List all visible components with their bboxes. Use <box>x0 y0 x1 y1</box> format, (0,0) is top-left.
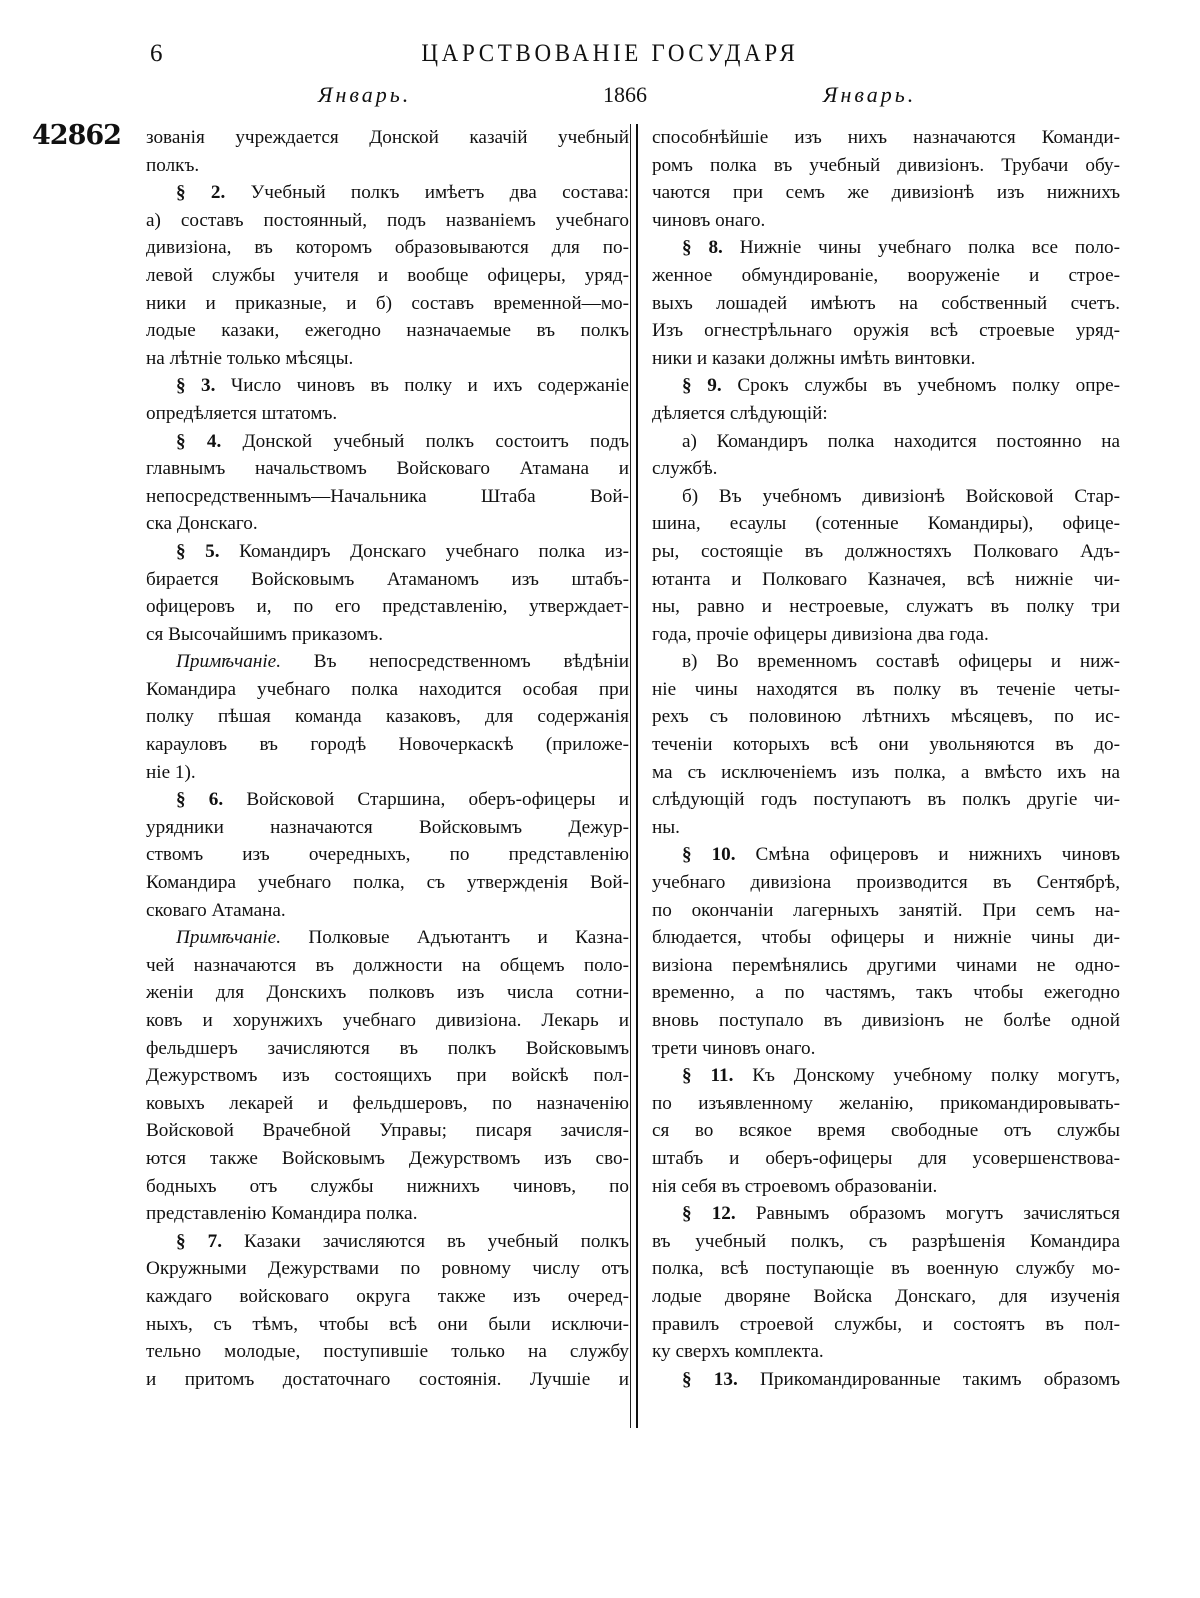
text-line: слѣдующій годъ поступаютъ въ полкъ другіе чи- <box>652 789 1120 811</box>
note-label: Примѣчаніе. <box>176 927 281 949</box>
text-line: § 2. Учебный полкъ имѣетъ два состава: <box>176 182 629 204</box>
text-line: § 3. Число чиновъ въ полку и ихъ содержаніе <box>176 375 629 397</box>
left-column <box>146 124 629 1393</box>
text-line: § 13. Прикомандированные такимъ образомъ <box>682 1368 1121 1390</box>
act-number: 42862 <box>32 120 121 151</box>
text-line: полку пѣшая команда казаковъ, для содержанія <box>146 706 629 728</box>
text-line: ся Высочайшимъ приказомъ. <box>146 623 384 645</box>
text-line: офицеровъ и, по его представленію, утверждает- <box>146 596 629 618</box>
text-line: ма съ исключеніемъ изъ полка, а вмѣсто ихъ на <box>652 761 1120 783</box>
text-line: учебнаго дивизіона производится въ Сентябрѣ, <box>652 872 1120 894</box>
text-line: представленію Командира полка. <box>146 1203 418 1225</box>
text-line: § 5. Командиръ Донскаго учебнаго полка из- <box>176 540 629 562</box>
section-mark: § 13. <box>682 1368 738 1390</box>
text-line: § 7. Казаки зачисляются въ учебный полкъ <box>176 1230 629 1252</box>
note-label: Примѣчаніе. <box>176 651 281 673</box>
text-line: ку сверхъ комплекта. <box>652 1341 824 1363</box>
text-line: в) Во временномъ составѣ офицеры и ниж- <box>682 651 1120 673</box>
text-line: Командира учебнаго полка находится особая при <box>146 678 629 700</box>
month-left: Январь. <box>318 82 412 107</box>
text-line: зованія учреждается Донской казачій учебный <box>146 127 629 148</box>
text-line: правилъ строевой службы, и состоятъ въ пол- <box>652 1313 1120 1335</box>
right-column <box>652 124 1120 1393</box>
text-line: вновь поступало въ дивизіонъ не болѣе одной <box>652 1010 1120 1031</box>
text-line: опредѣляется штатомъ. <box>146 402 338 424</box>
text-line: по изъявленному желанію, прикомандировывать- <box>652 1092 1120 1114</box>
text-line: нія себя въ строевомъ образованіи. <box>652 1175 938 1197</box>
text-line: а) составъ постоянный, подъ названіемъ учебнаго <box>146 209 629 231</box>
section-mark: § 2. <box>176 182 226 204</box>
text-line: временно, а по частямъ, такъ чтобы ежегодно <box>652 982 1120 1004</box>
text-line: лодые дворяне Войска Донскаго, для изученія <box>652 1285 1120 1307</box>
text-line: ютанта и Полковаго Казначея, всѣ нижніе чи- <box>652 568 1120 590</box>
text-line: ны. <box>652 816 680 838</box>
text-line: на лѣтніе только мѣсяцы. <box>146 347 354 369</box>
section-mark: § 3. <box>176 375 216 397</box>
section-mark: § 9. <box>682 375 722 397</box>
text-line: непосредственнымъ—Начальника Штаба Вой- <box>146 485 629 507</box>
text-line: ники и приказные, и б) составъ временной—мо- <box>146 292 629 314</box>
column-divider <box>630 124 638 1428</box>
text-line: шина, есаулы (сотенные Командиры), офице- <box>652 513 1120 535</box>
section-mark: § 4. <box>176 430 222 452</box>
text-line: карауловъ въ городѣ Новочеркаскѣ (приложе- <box>146 734 629 756</box>
text-line: ры, состоящіе въ должностяхъ Полковаго Адъ- <box>652 540 1120 562</box>
text-line: фельдшеръ зачисляются въ полкъ Войсковымъ <box>146 1037 629 1059</box>
month-right: Январь. <box>823 82 917 107</box>
text-line: полка, всѣ поступающіе въ военную службу мо- <box>652 1258 1120 1280</box>
text-line: ники и казаки должны имѣть винтовки. <box>652 347 976 369</box>
text-line: сковаго Атамана. <box>146 899 286 921</box>
text-line: лодые казаки, ежегодно назначаемые въ полкъ <box>146 320 629 342</box>
text-line: ствомъ изъ очередныхъ, по представленію <box>146 844 629 866</box>
text-line: тельно молодые, поступившіе только на службу <box>146 1341 629 1363</box>
text-line: визіона перемѣнялись другими чинами не одно- <box>652 954 1120 976</box>
text-line: § 4. Донской учебный полкъ состоитъ подъ <box>176 430 630 452</box>
text-line: главнымъ начальствомъ Войсковаго Атамана и <box>146 458 629 480</box>
text-line: женное обмундированіе, вооруженіе и строе- <box>652 264 1120 286</box>
page-number: 6 <box>150 40 163 67</box>
text-line: трети чиновъ онаго. <box>652 1037 816 1059</box>
text-line: урядники назначаются Войсковымъ Дежур- <box>146 816 629 838</box>
text-line: рехъ съ половиною лѣтнихъ мѣсяцевъ, по ис- <box>652 706 1120 728</box>
text-line: полкъ. <box>146 154 200 176</box>
text-line: выхъ лошадей имѣютъ на собственный счетъ. <box>652 292 1120 314</box>
section-mark: § 8. <box>682 237 723 259</box>
text-line: § 8. Нижніе чины учебнаго полка все поло- <box>682 237 1121 259</box>
text-line: Примѣчаніе. Полковые Адъютантъ и Казна- <box>176 927 629 949</box>
text-line: левой службы учителя и вообще офицеры, уряд- <box>146 264 629 286</box>
section-mark: § 6. <box>176 789 224 811</box>
text-line: по окончаніи лагерныхъ занятій. При семъ на- <box>652 899 1120 921</box>
text-line: Войсковой Врачебной Управы; писаря зачисля- <box>146 1120 629 1142</box>
text-line: чей назначаются въ должности на общемъ поло- <box>146 954 629 976</box>
text-line: дивизіона, въ которомъ образовываются для по- <box>146 237 629 259</box>
section-mark: § 7. <box>176 1230 223 1252</box>
section-mark: § 5. <box>176 540 220 562</box>
text-line: и притомъ достаточнаго состоянія. Лучшіе и <box>146 1368 629 1390</box>
section-mark: § 11. <box>682 1065 734 1087</box>
text-line: ся во всякое время свободные отъ службы <box>652 1120 1120 1142</box>
text-line: каждаго войсковаго округа также изъ очеред- <box>146 1285 629 1307</box>
text-line: штабъ и оберъ-офицеры для усовершенствова- <box>652 1147 1120 1169</box>
text-line: бирается Войсковымъ Атаманомъ изъ штабъ- <box>146 568 629 590</box>
text-line: Изъ огнестрѣльнаго оружія всѣ строевые уряд- <box>652 320 1120 342</box>
text-line: Окружными Дежурствами по ровному числу отъ <box>146 1258 629 1280</box>
text-line: б) Въ учебномъ дивизіонѣ Войсковой Стар- <box>682 485 1120 507</box>
text-line: ромъ полка въ учебный дивизіонъ. Трубачи обу- <box>652 154 1120 176</box>
text-line: Дежурствомъ изъ состоящихъ при войскѣ пол- <box>146 1065 629 1087</box>
text-line: § 11. Къ Донскому учебному полку могутъ, <box>682 1065 1120 1087</box>
text-line: года, прочіе офицеры дивизіона два года. <box>652 623 989 645</box>
text-line: ныхъ, съ тѣмъ, чтобы всѣ они были исключи- <box>146 1313 629 1335</box>
text-line: а) Командиръ полка находится постоянно на <box>682 430 1120 452</box>
text-line: Командира учебнаго полка, съ утвержденія Вой- <box>146 872 629 894</box>
text-line: ются также Войсковымъ Дежурствомъ изъ сво- <box>146 1147 629 1169</box>
text-line: ніе чины находятся въ полку въ теченіе четы- <box>652 678 1120 700</box>
text-line: § 10. Смѣна офицеровъ и нижнихъ чиновъ <box>682 844 1120 866</box>
text-line: ніе 1). <box>146 761 196 783</box>
year: 1866 <box>603 82 647 107</box>
running-title-text: ЦАРСТВОВАНІЕ ГОСУДАРЯ <box>421 40 799 67</box>
text-line: женіи для Донскихъ полковъ изъ числа сотни- <box>146 982 629 1004</box>
text-line: ковъ и хорунжихъ учебнаго дивизіона. Лекарь и <box>146 1010 629 1031</box>
running-title <box>0 40 1200 68</box>
text-line: дѣляется слѣдующій: <box>652 402 828 424</box>
text-line: § 12. Равнымъ образомъ могутъ зачисляться <box>682 1203 1121 1225</box>
text-line: чаются при семъ же дивизіонѣ изъ нижнихъ <box>652 182 1120 204</box>
text-line: ны, равно и нестроевые, служатъ въ полку три <box>652 596 1120 618</box>
text-line: § 9. Срокъ службы въ учебномъ полку опре- <box>682 375 1120 397</box>
section-mark: § 12. <box>682 1203 736 1225</box>
text-line: ска Донскаго. <box>146 513 258 535</box>
text-line: службѣ. <box>652 458 718 480</box>
text-line: бодныхъ отъ службы нижнихъ чиновъ, по <box>146 1175 629 1197</box>
section-mark: § 10. <box>682 844 736 866</box>
text-line: теченіи которыхъ всѣ они увольняются въ до- <box>652 734 1120 756</box>
text-line: въ учебный полкъ, съ разрѣшенія Командира <box>652 1230 1120 1252</box>
text-line: § 6. Войсковой Старшина, оберъ-офицеры и <box>176 789 629 811</box>
text-line: чиновъ онаго. <box>652 209 766 231</box>
text-line: блюдается, чтобы офицеры и нижніе чины ди- <box>652 927 1120 949</box>
text-line: способнѣйшіе изъ нихъ назначаются Команди- <box>652 127 1120 148</box>
text-line: ковыхъ лекарей и фельдшеровъ, по назначенію <box>146 1092 629 1114</box>
text-line: Примѣчаніе. Въ непосредственномъ вѣдѣніи <box>176 651 629 673</box>
